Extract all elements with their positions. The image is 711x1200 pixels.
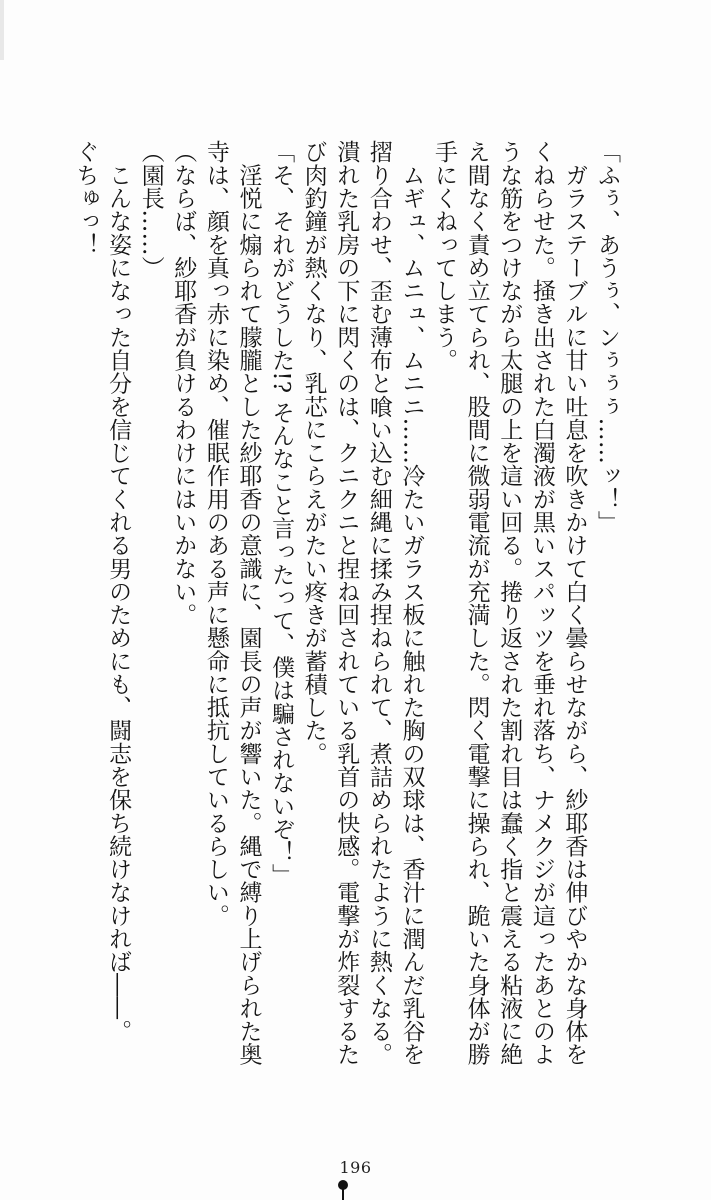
- text-line: 潰れた乳房の下に閃くのは、クニクニと捏ね回されている乳首の快感。電撃が炸裂するた: [333, 140, 360, 1066]
- text-line: ガラステーブルに甘い吐息を吹きかけて白く曇らせながら、紗耶香は伸びやかな身体を: [561, 140, 588, 1066]
- text-line: ムギュ、ムニュ、ムニニ……冷たいガラス板に触れた胸の双球は、香汁に潤んだ乳谷を: [398, 140, 425, 1066]
- text-line: （ならば、紗耶香が負けるわけにはいかない。: [170, 140, 197, 626]
- text-line: （園長……）: [137, 140, 164, 279]
- text-line: 摺り合わせ、歪む薄布と喰い込む細縄に揉み捏ねられて、煮詰められたように熱くなる。: [365, 140, 392, 1066]
- text-line: うな筋をつけながら太腿の上を這い回る。捲り返された割れ目は蠢く指と震える粘液に絶: [496, 140, 523, 1066]
- text-line: ぐちゅっ！: [72, 140, 99, 256]
- vertical-text-body: [69, 140, 623, 1066]
- text-line: 手にくねってしまう。: [431, 140, 458, 372]
- page-marker-stem: [342, 1188, 344, 1200]
- text-line: び肉釣鐘が熱くなり、乳芯にこらえがたい疼きが蓄積した。: [300, 140, 327, 765]
- text-line: え間なく責め立てられ、股間に微弱電流が充満した。閃く電撃に操られ、跪いた身体が勝: [463, 140, 490, 1066]
- text-line: くねらせた。掻き出された白濁液が黒いスパッツを垂れ落ち、ナメクジが這ったあとのよ: [528, 140, 555, 1066]
- scan-edge-mark: [0, 0, 4, 60]
- text-line: 寺は、顔を真っ赤に染め、催眠作用のある声に懸命に抵抗しているらしい。: [202, 140, 229, 927]
- page-number: 196: [339, 1158, 372, 1177]
- text-line: 「ふぅ、あうぅ、ンぅぅぅ……ッ！」: [594, 140, 620, 534]
- text-line: 淫悦に煽られて朦朧とした紗耶香の意識に、園長の声が響いた。縄で縛り上げられた奥: [235, 140, 262, 1066]
- text-line: 「そ、それがどうした!? そんなこと言ったって、僕は騙されないぞ！」: [268, 140, 295, 887]
- text-line: こんな姿になった自分を信じてくれる男のためにも、闘志を保ち続けなければ――。: [105, 140, 132, 1043]
